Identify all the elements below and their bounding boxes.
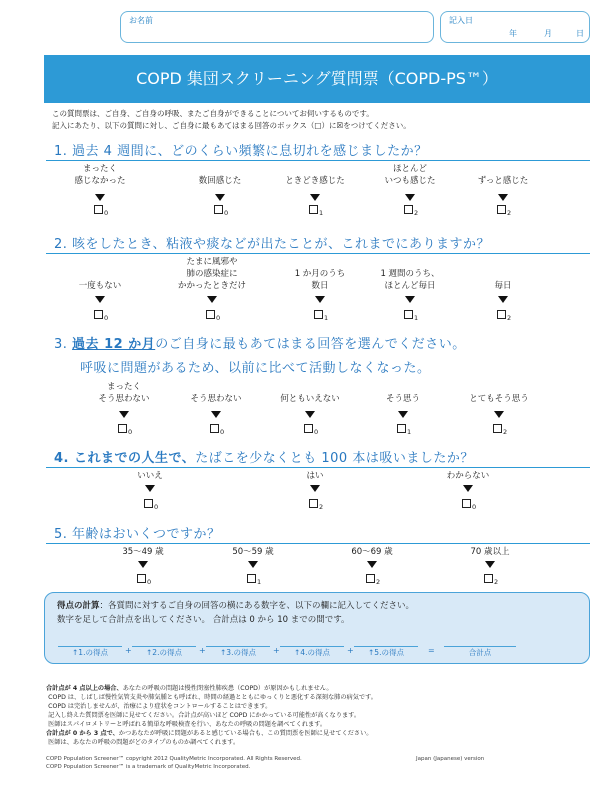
answer-score: 1 — [319, 209, 324, 217]
answer-checkbox[interactable] — [304, 424, 313, 433]
plus-sign: + — [125, 646, 132, 655]
answer-score: 0 — [472, 503, 477, 511]
score-field[interactable]: ↑1.の得点 — [58, 646, 122, 659]
answer-score: 1 — [414, 314, 419, 322]
name-label: お名前 — [129, 16, 153, 25]
answer-label — [360, 163, 460, 187]
answer-label-line: たまに風邪や — [186, 257, 238, 267]
answer-score: 0 — [314, 428, 319, 436]
answer-label-line: 50～59 歳 — [232, 547, 274, 557]
down-triangle-icon — [398, 411, 408, 418]
answer-checkbox[interactable] — [214, 205, 223, 214]
answer-label-line — [265, 163, 365, 175]
note-text: COPD は、しばしば慢性気管支炎や肺気腫とも呼ばれ、時間の経過とともにゆっくりと悪化する深刻な肺の病気です。 — [48, 694, 377, 701]
answer-label-line: ずっと感じた — [477, 176, 529, 186]
answer-score: 1 — [407, 428, 412, 436]
divider — [46, 253, 590, 254]
answer-score: 0 — [216, 314, 221, 322]
down-triangle-icon — [215, 194, 225, 201]
calc-instructions — [57, 599, 414, 627]
answer-checkbox[interactable] — [397, 424, 406, 433]
note-line — [46, 693, 377, 702]
note-line — [46, 702, 377, 711]
date-field[interactable] — [440, 11, 590, 43]
date-label: 記入日 — [449, 16, 473, 25]
plus-sign: + — [273, 646, 280, 655]
answer-checkbox[interactable] — [118, 424, 127, 433]
plus-sign: + — [347, 646, 354, 655]
answer-label-line: 肺の感染症に — [186, 269, 238, 279]
answer-checkbox[interactable] — [404, 205, 413, 214]
question-1: 1. 過去 4 週間に、どのくらい頻繁に息切れを感じましたか？ — [54, 144, 428, 159]
answer-label-line — [360, 256, 460, 268]
answer-score: 2 — [376, 578, 381, 586]
answer-label-line — [260, 381, 360, 393]
answer-score: 0 — [104, 314, 109, 322]
answer-label-line: ほとんど — [392, 164, 427, 174]
equals-sign: = — [428, 646, 435, 655]
answer-label — [74, 381, 174, 405]
down-triangle-icon — [119, 411, 129, 418]
score-field[interactable]: ↑4.の得点 — [280, 646, 344, 659]
answer-label-line: 1 か月のうち — [294, 269, 346, 279]
answer-label-line — [453, 268, 553, 280]
divider — [46, 543, 590, 544]
down-triangle-icon — [138, 561, 148, 568]
question-4 — [54, 447, 474, 466]
down-triangle-icon — [310, 194, 320, 201]
down-triangle-icon — [95, 296, 105, 303]
answer-label — [360, 256, 460, 292]
answer-label-line — [270, 256, 370, 268]
answer-checkbox[interactable] — [493, 424, 502, 433]
plus-sign: + — [199, 646, 206, 655]
question-5: 5. 年齢はおいくつですか？ — [54, 527, 221, 542]
question-4-rest: たばこを少なくとも 100 本は吸いましたか？ — [195, 451, 474, 466]
calc-line: ：各質問に対するご自身の回答の横にある数字を、以下の欄に記入してください。 — [99, 601, 415, 611]
answer-label-line: まったく — [82, 164, 117, 174]
answer-score: 2 — [414, 209, 419, 217]
note-text: COPD は完治しませんが、治療により症状をコントロールすることはできます。 — [48, 703, 272, 710]
down-triangle-icon — [498, 296, 508, 303]
down-triangle-icon — [367, 561, 377, 568]
down-triangle-icon — [315, 296, 325, 303]
answer-label-line — [50, 268, 150, 280]
divider — [46, 467, 590, 468]
answer-label-line — [453, 256, 553, 268]
answer-checkbox[interactable] — [247, 574, 256, 583]
answer-label — [50, 163, 150, 187]
answer-label — [453, 163, 553, 187]
answer-checkbox[interactable] — [210, 424, 219, 433]
answer-label-line — [170, 163, 270, 175]
answer-checkbox[interactable] — [497, 310, 506, 319]
answer-label-line: 毎日 — [494, 281, 512, 291]
answer-label-line: そう思わない — [98, 394, 150, 404]
answer-checkbox[interactable] — [206, 310, 215, 319]
answer-label — [270, 256, 370, 292]
score-field[interactable]: ↑3.の得点 — [206, 646, 270, 659]
intro-line: 記入にあたり、以下の質問に対し、ご自身に最もあてはまる回答のボックス（□）に☒をつけてください。 — [52, 121, 411, 130]
answer-label-line — [449, 381, 549, 393]
day-label: 日 — [576, 29, 584, 38]
answer-label-line: 感じなかった — [74, 176, 126, 186]
note-emphasis: 合計点が 4 点以上の場合、 — [46, 685, 123, 692]
answer-label-line: 60～69 歳 — [351, 547, 393, 557]
notes — [46, 684, 377, 747]
answer-score: 2 — [507, 209, 512, 217]
answer-label-line: ほとんど毎日 — [384, 281, 436, 291]
down-triangle-icon — [498, 194, 508, 201]
question-4-emphasis: 4. これまでの人生で、 — [54, 451, 196, 466]
answer-label — [453, 256, 553, 292]
answer-label-line: とてもそう思う — [469, 394, 529, 404]
answer-label-line — [166, 381, 266, 393]
calc-title: 得点の計算 — [57, 601, 100, 611]
answer-score: 1 — [257, 578, 262, 586]
answer-label-line — [50, 256, 150, 268]
down-triangle-icon — [494, 411, 504, 418]
name-field[interactable] — [120, 11, 434, 43]
answer-label-line: そう思わない — [190, 394, 242, 404]
note-emphasis: 合計点が 0 から 3 点で、 — [46, 730, 119, 737]
answer-label-line — [353, 381, 453, 393]
question-3-rest: のご自身に最もあてはまる回答を選んでください。 — [155, 337, 466, 352]
answer-score: 2 — [319, 503, 324, 511]
divider — [46, 160, 590, 161]
question-3-emphasis: 過去 12 か月 — [72, 337, 156, 352]
answer-label-line: そう思う — [385, 394, 420, 404]
note-text: かつあなたが呼吸に問題があると感じている場合も、この質問票を医師に見せてください。 — [118, 730, 373, 737]
answer-label-line: いいえ — [137, 471, 163, 481]
answer-score: 0 — [147, 578, 152, 586]
down-triangle-icon — [405, 296, 415, 303]
answer-checkbox[interactable] — [144, 499, 153, 508]
answer-label-line: 70 歳以上 — [470, 547, 510, 557]
answer-label-line: はい — [306, 471, 324, 481]
copyright: COPD Population Screener™ copyright 2012 QualityMetric Incorporated. All Rights Reserved. — [46, 756, 302, 762]
score-field[interactable]: ↑5.の得点 — [354, 646, 418, 659]
answer-label-line: 数回感じた — [198, 176, 242, 186]
answer-checkbox[interactable] — [94, 310, 103, 319]
answer-label — [260, 381, 360, 405]
answer-score: 0 — [154, 503, 159, 511]
down-triangle-icon — [405, 194, 415, 201]
note-line — [46, 684, 377, 693]
down-triangle-icon — [248, 561, 258, 568]
footer — [46, 756, 302, 771]
answer-label-line: 何ともいえない — [280, 394, 340, 404]
answer-score: 0 — [220, 428, 225, 436]
answer-checkbox[interactable] — [94, 205, 103, 214]
answer-checkbox[interactable] — [462, 499, 471, 508]
answer-checkbox[interactable] — [484, 574, 493, 583]
intro-text — [52, 108, 411, 132]
question-3 — [54, 333, 466, 352]
answer-label — [170, 163, 270, 187]
question-3-statement: 呼吸に問題があるため、以前に比べて活動しなくなった。 — [80, 361, 431, 376]
note-text: 医師は、あなたの呼吸の問題がどのタイプのものか調べてくれます。 — [48, 739, 240, 746]
down-triangle-icon — [305, 411, 315, 418]
answer-label-line: まったく — [106, 382, 141, 392]
answer-label-line: 35～49 歳 — [122, 547, 164, 557]
answer-label — [100, 470, 200, 482]
answer-label-line: ときどき感じた — [285, 176, 345, 186]
trademark: COPD Population Screener™ is a trademark of QualityMetric Incorporated. — [46, 763, 251, 770]
score-field[interactable]: ↑2.の得点 — [132, 646, 196, 659]
answer-score: 0 — [104, 209, 109, 217]
answer-label — [93, 546, 193, 558]
down-triangle-icon — [207, 296, 217, 303]
down-triangle-icon — [145, 485, 155, 492]
answer-label — [203, 546, 303, 558]
answer-label-line: 一度もない — [78, 281, 122, 291]
question-2: 2. 咳をしたとき、粘液や痰などが出たことが、これまでにありますか？ — [54, 237, 491, 252]
answer-label — [353, 381, 453, 405]
answer-label — [265, 470, 365, 482]
answer-label-line: いつも感じた — [384, 176, 436, 186]
down-triangle-icon — [95, 194, 105, 201]
answer-score: 2 — [494, 578, 499, 586]
answer-checkbox[interactable] — [137, 574, 146, 583]
answer-label-line: かかったときだけ — [177, 281, 246, 291]
intro-line: この質問票は、ご自身、ご自身の呼吸、またご自身ができることについてお伺いするものです。 — [52, 109, 374, 118]
down-triangle-icon — [463, 485, 473, 492]
page-title: COPD 集団スクリーニング質問票（COPD-PS™） — [44, 55, 590, 103]
answer-label-line — [453, 163, 553, 175]
answer-label-line: 数日 — [311, 281, 329, 291]
answer-label — [418, 470, 518, 482]
answer-label — [50, 256, 150, 292]
answer-label — [265, 163, 365, 187]
answer-checkbox[interactable] — [314, 310, 323, 319]
year-label: 年 — [509, 29, 517, 38]
note-text: 記入し終えた質問票を医師に見せてください。合計点が高いほど COPD にかかっている可能性が高くなります。 — [48, 712, 361, 719]
answer-score: 0 — [224, 209, 229, 217]
answer-label — [322, 546, 422, 558]
down-triangle-icon — [211, 411, 221, 418]
answer-label — [440, 546, 540, 558]
note-line — [46, 720, 377, 729]
version-label: Japan (Japanese) version — [416, 756, 485, 762]
answer-score: 0 — [128, 428, 133, 436]
answer-label-line: 1 週間のうち、 — [380, 269, 440, 279]
note-line — [46, 729, 377, 738]
answer-checkbox[interactable] — [309, 499, 318, 508]
month-label: 月 — [544, 29, 552, 38]
answer-checkbox[interactable] — [309, 205, 318, 214]
answer-label — [166, 381, 266, 405]
down-triangle-icon — [485, 561, 495, 568]
note-line — [46, 738, 377, 747]
question-3-number: 3. — [54, 337, 73, 352]
answer-score: 2 — [503, 428, 508, 436]
score-field[interactable]: 合計点 — [444, 646, 516, 659]
calc-line: 数字を足して合計点を出してください。 合計点は 0 から 10 までの間です。 — [57, 615, 350, 625]
answer-label — [162, 256, 262, 292]
answer-checkbox[interactable] — [366, 574, 375, 583]
down-triangle-icon — [310, 485, 320, 492]
answer-checkbox[interactable] — [404, 310, 413, 319]
answer-score: 1 — [324, 314, 329, 322]
note-line — [46, 711, 377, 720]
answer-label — [449, 381, 549, 405]
note-text: あなたの呼吸の問題は慢性閉塞性肺疾患（COPD）が原因かもしれません。 — [122, 685, 333, 692]
answer-score: 2 — [507, 314, 512, 322]
answer-label-line: わからない — [446, 471, 490, 481]
note-text: 医師はスパイロメトリーと呼ばれる簡単な呼吸検査を行い、あなたの呼吸の問題を調べてくれます。 — [48, 721, 327, 728]
answer-checkbox[interactable] — [497, 205, 506, 214]
